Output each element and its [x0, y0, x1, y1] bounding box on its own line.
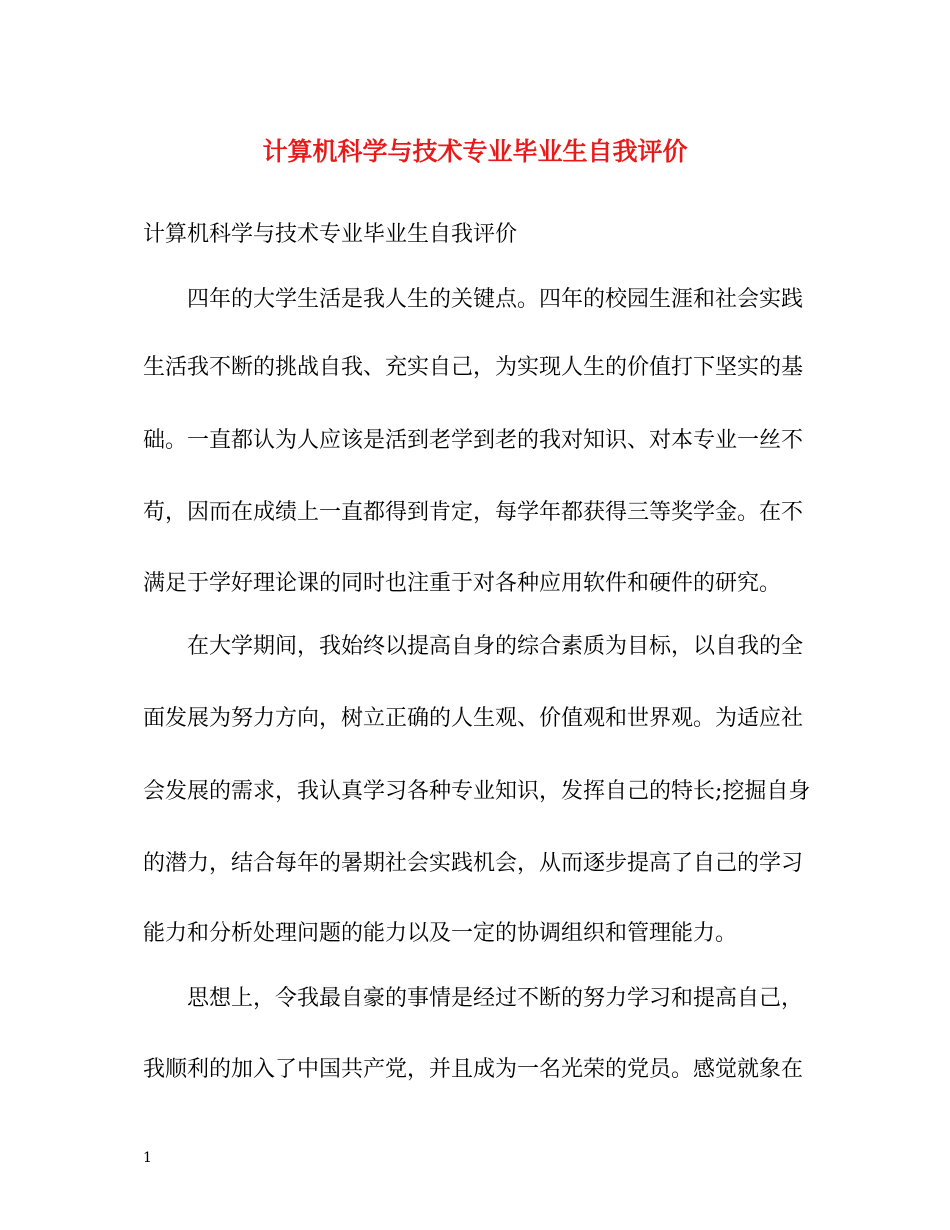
paragraph-line: 的潜力，结合每年的暑期社会实践机会，从而逐步提高了自己的学习 [143, 851, 804, 876]
paragraph-line: 面发展为努力方向，树立正确的人生观、价值观和世界观。为适应社 [143, 706, 804, 731]
document-title: 计算机科学与技术专业毕业生自我评价 [262, 137, 688, 166]
paragraph-line: 生活我不断的挑战自我、充实自己，为实现人生的价值打下坚实的基 [143, 355, 804, 380]
paragraph-line: 我顺利的加入了中国共产党，并且成为一名光荣的党员。感觉就象在 [143, 1057, 804, 1082]
paragraph-line: 四年的大学生活是我人生的关键点。四年的校园生涯和社会实践 [187, 287, 804, 312]
paragraph-line: 苟，因而在成绩上一直都得到肯定，每学年都获得三等奖学金。在不 [143, 500, 804, 525]
paragraph-line: 思想上，令我最自豪的事情是经过不断的努力学习和提高自己， [187, 986, 804, 1011]
document-subtitle: 计算机科学与技术专业毕业生自我评价 [143, 222, 518, 247]
page-number: 1 [143, 1150, 152, 1166]
paragraph-line: 满足于学好理论课的同时也注重于对各种应用软件和硬件的研究。 [143, 571, 782, 596]
paragraph-line: 在大学期间，我始终以提高自身的综合素质为目标，以自我的全 [187, 634, 804, 659]
paragraph-line: 会发展的需求，我认真学习各种专业知识，发挥自己的特长;挖掘自身 [143, 779, 811, 804]
paragraph-line: 能力和分析处理问题的能力以及一定的协调组织和管理能力。 [143, 921, 738, 946]
paragraph-line: 础。一直都认为人应该是活到老学到老的我对知识、对本专业一丝不 [143, 428, 804, 453]
